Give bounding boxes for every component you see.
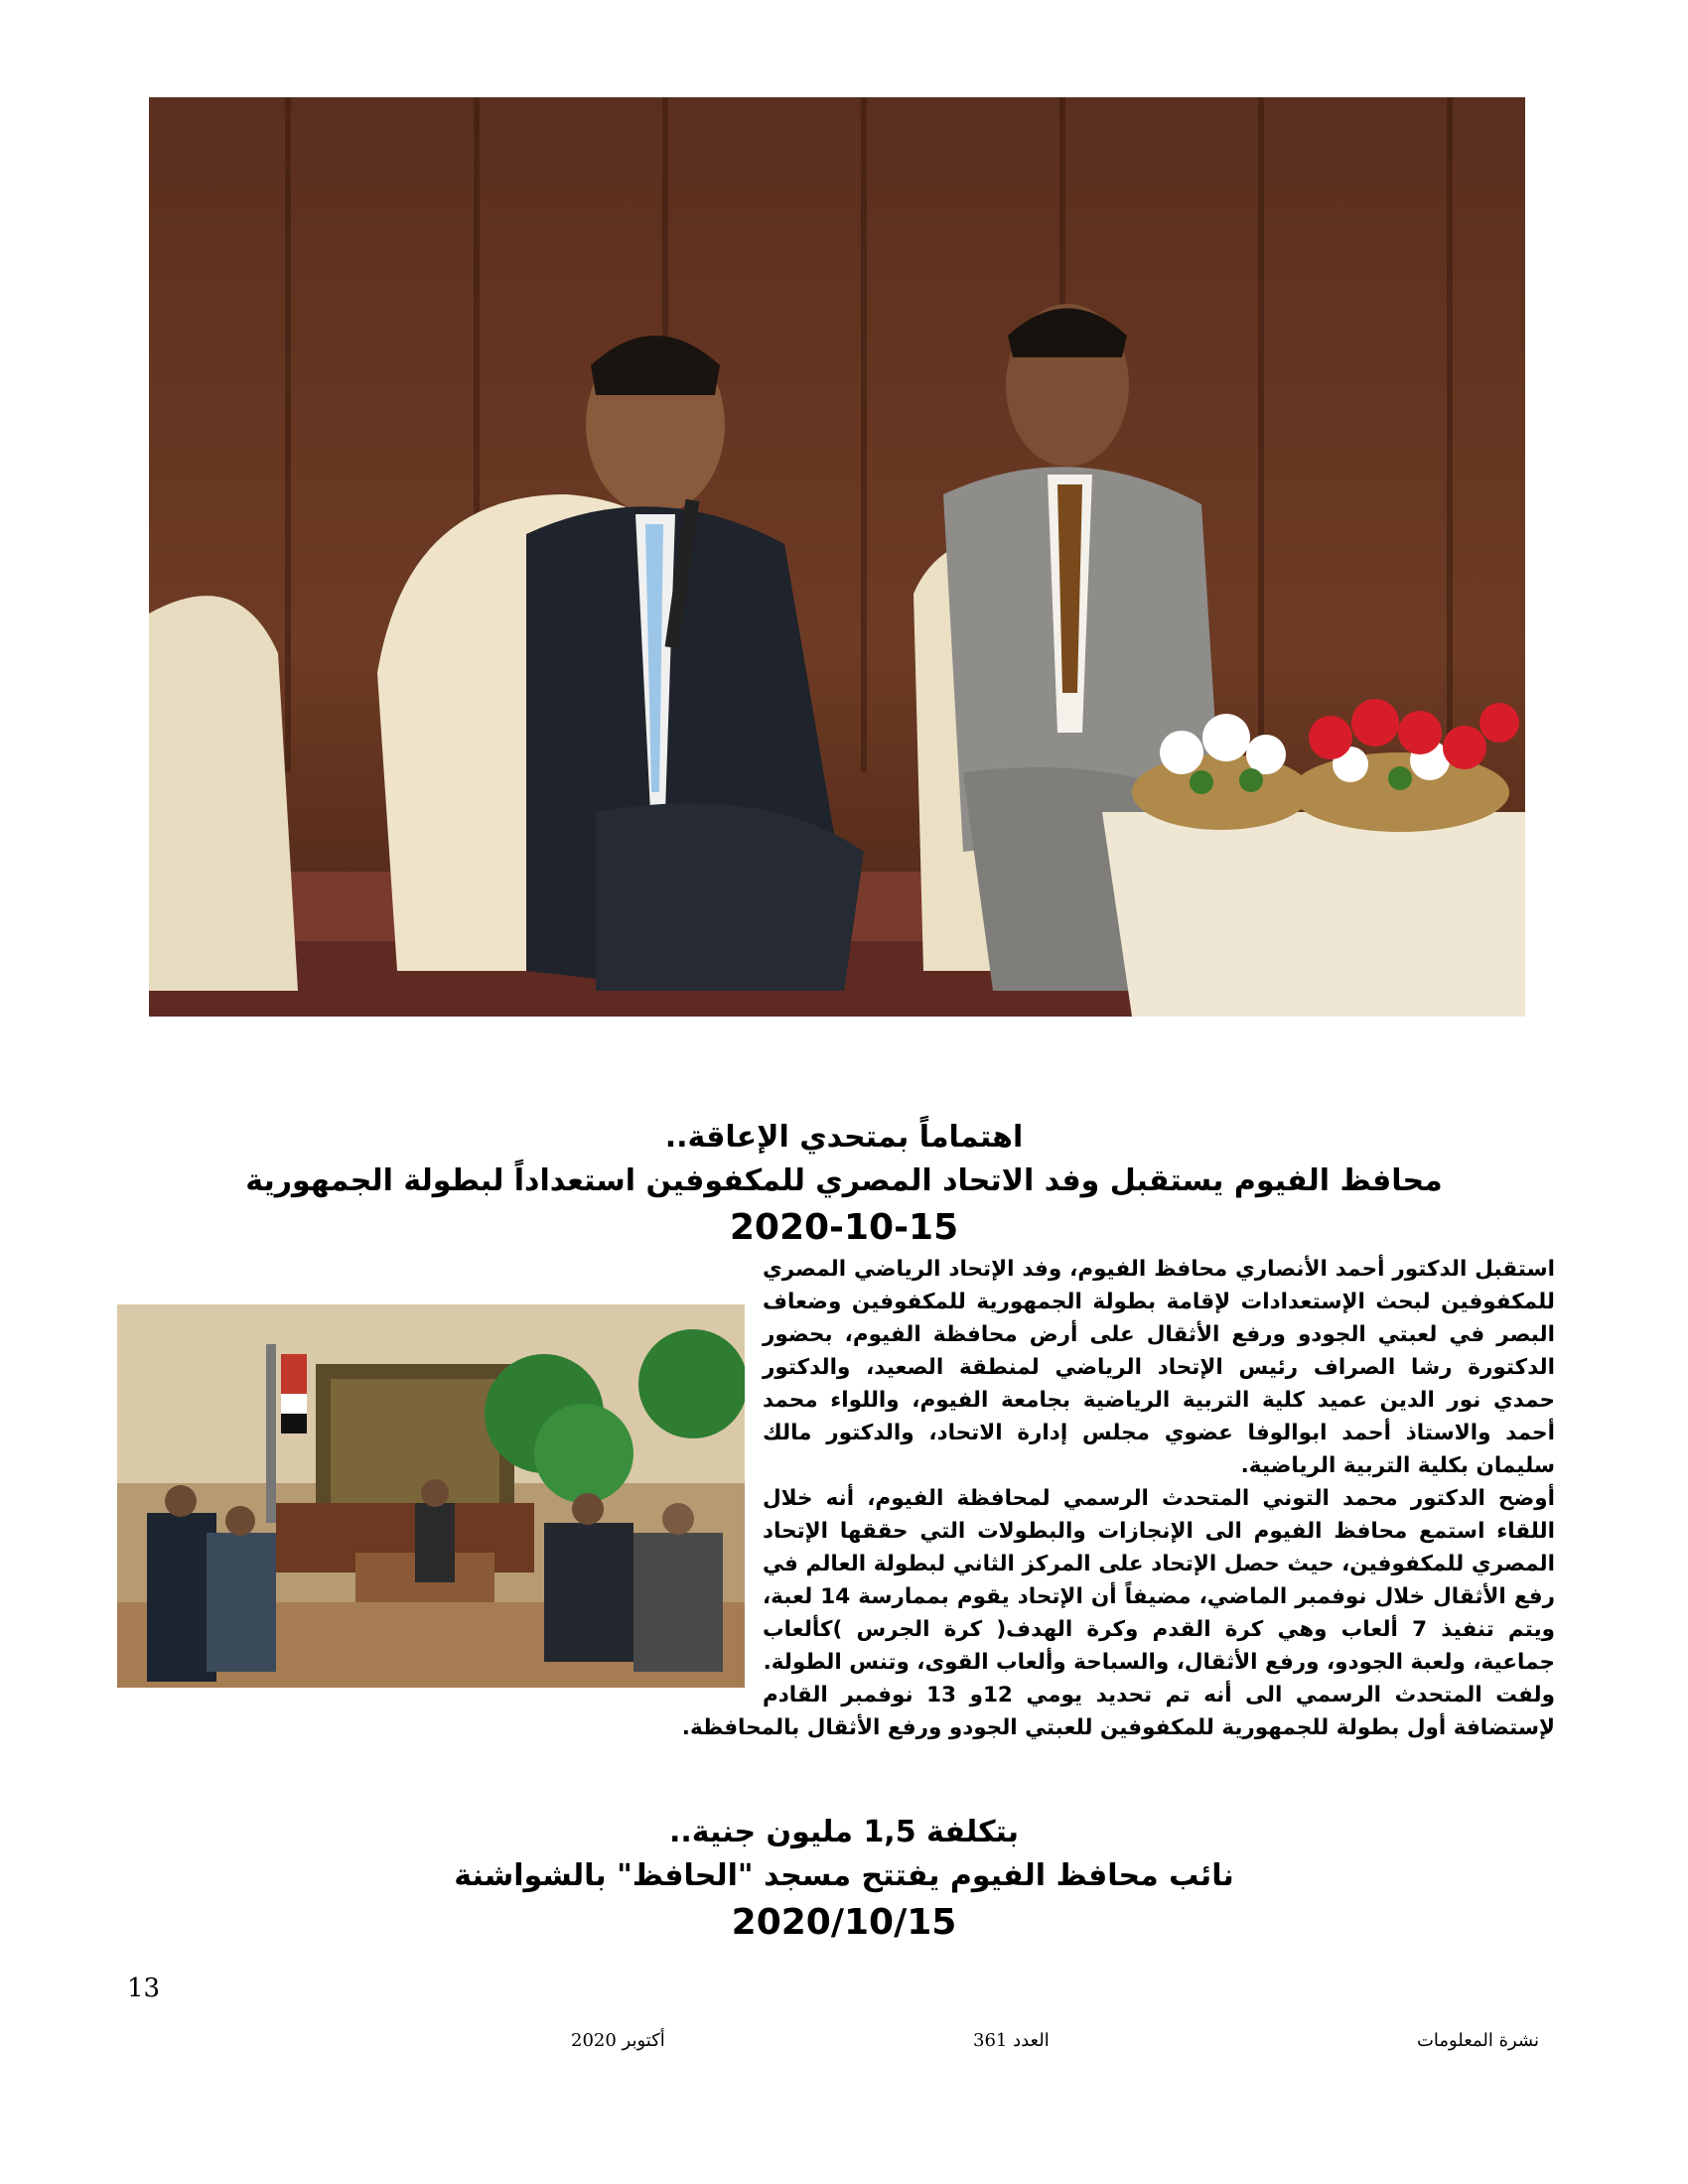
article-1-date: 2020-10-15	[729, 1207, 959, 1248]
meeting-photo	[117, 1304, 745, 1688]
footer-month: أكتوبر 2020	[571, 2030, 665, 2051]
footer-publication: نشرة المعلومات	[1416, 2030, 1539, 2051]
article-1-headline: محافظ الفيوم يستقبل وفد الاتحاد المصري للمكفوفين استعداداً لبطولة الجمهورية	[245, 1163, 1443, 1198]
article-2-date: 2020/10/15	[731, 1902, 957, 1943]
article-1-body	[117, 1253, 1555, 1744]
footer-issue: العدد 361	[973, 2030, 1050, 2051]
article-2-headline: نائب محافظ الفيوم يفتتح مسجد "الحافظ" بالشواشنة	[454, 1858, 1234, 1893]
article-2-kicker: بتكلفة 1,5 مليون جنية..	[668, 1815, 1020, 1849]
main-photo	[149, 97, 1525, 1017]
article-1-kicker: اهتماماً بمتحدي الإعاقة..	[664, 1120, 1024, 1155]
article-1-paragraph-2: أوضح الدكتور محمد التوني المتحدث الرسمي لمحافظة الفيوم، أنه خلال اللقاء استمع محافظ الفيوم الى الإنجازات والبطولات التي حققها الإتحاد المصري للمكفوفين، حيث حصل الإتحاد على المركز الثاني لبطولة العالم في رفع الأثقال خلال نوفمبر الماضي، مضيفاً أن الإتحاد يقوم بممارسة 14 لعبة، ويتم تنفيذ 7 ألعاب وهي كرة القدم وكرة الهدف( كرة الجرس )كألعاب جماعية، ولعبة الجودو، ورفع الأثقال، والسباحة وألعاب القوى، وتنس الطولة.	[763, 1486, 1556, 1675]
article-1-paragraph-3: ولفت المتحدث الرسمي الى أنه تم تحديد يومي 12و 13 نوفمبر القادم لإستضافة أول بطولة للجمهورية للمكفوفين للعبتي الجودو ورفع الأثقال بالمحافظة.	[681, 1683, 1555, 1740]
page-number: 13	[127, 1974, 161, 2003]
article-1-paragraph-1: استقبل الدكتور أحمد الأنصاري محافظ الفيوم، وفد الإتحاد الرياضي المصري للمكفوفين لبحث الإستعدادات لإقامة بطولة الجمهورية للمكفوفين وضعاف البصر في لعبتي الجودو ورفع الأثقال على أرض محافظة الفيوم، بحضور الدكتورة رشا الصراف رئيس الإتحاد الرياضي لمنطقة الصعيد، والدكتور حمدي نور الدين عميد كلية التربية الرياضية بجامعة الفيوم، واللواء محمد أحمد والاستاذ أحمد ابوالوفا عضوي مجلس إدارة الاتحاد، والدكتور مالك سليمان بكلية التربية الرياضية.	[763, 1257, 1555, 1478]
